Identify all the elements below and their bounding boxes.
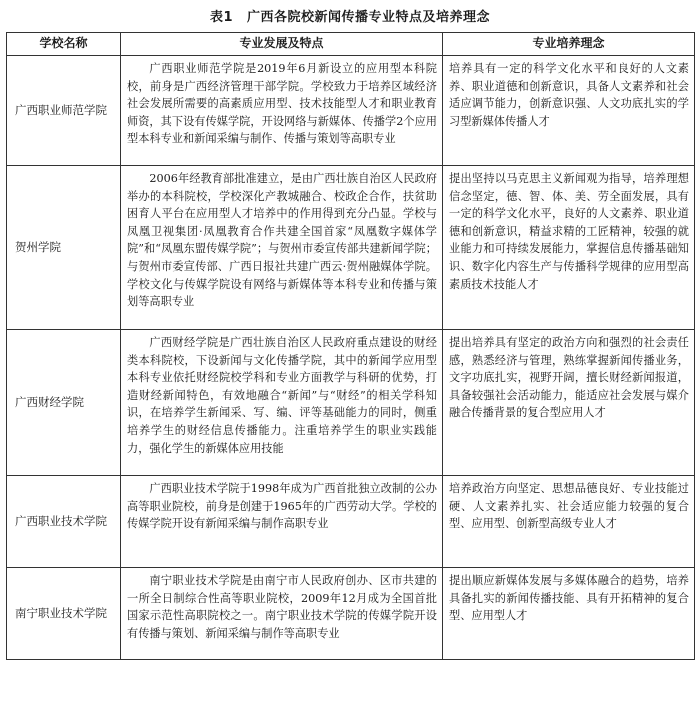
features-cell: 南宁职业技术学院是由南宁市人民政府创办、区市共建的一所全日制综合性高等职业院校，2009年12月成为全国首批国家示范性高职院校之一。南宁职业技术学院的传媒学院开设有传播与策划、新闻采编与制作等高职专业 — [121, 568, 443, 660]
table-number: 表1 — [209, 10, 234, 25]
table-row — [7, 476, 695, 568]
aims-cell: 培养具有一定的科学文化水平和良好的人文素养、职业道德和创新意识，具备人文素养和社会适应调节能力，创新意识强、人文功底扎实的学习型新媒体传播人才 — [443, 56, 695, 166]
school-comparison-table — [6, 32, 695, 660]
aims-cell: 提出坚持以马克思主义新闻观为指导，培养理想信念坚定，德、智、体、美、劳全面发展，具有一定的科学文化水平，良好的人文素养、职业道德和创新意识，精益求精的工匠精神，较强的就业能力和可持续发展能力，掌握信息传播基础知识、数字化内容生产与传播科学规律的应用型高素质技术技能人才 — [443, 166, 695, 330]
table-row — [7, 330, 695, 476]
table-row — [7, 568, 695, 660]
header-school: 学校名称 — [7, 33, 121, 56]
school-name: 南宁职业技术学院 — [7, 568, 121, 660]
header-aims: 专业培养理念 — [443, 33, 695, 56]
school-name: 广西职业师范学院 — [7, 56, 121, 166]
table-row — [7, 56, 695, 166]
table-row — [7, 166, 695, 330]
school-name: 广西财经学院 — [7, 330, 121, 476]
table-header-row — [7, 33, 695, 56]
aims-cell: 提出培养具有坚定的政治方向和强烈的社会责任感，熟悉经济与管理，熟练掌握新闻传播业务，文字功底扎实，视野开阔，擅长财经新闻报道，具备较强社会活动能力，能适应社会发展与媒介融合传播背景的复合型应用人才 — [443, 330, 695, 476]
aims-cell: 培养政治方向坚定、思想品德良好、专业技能过硬、人文素养扎实、社会适应能力较强的复合型、应用型、创新型高级专业人才 — [443, 476, 695, 568]
header-features: 专业发展及特点 — [121, 33, 443, 56]
features-cell: 广西职业技术学院于1998年成为广西首批独立改制的公办高等职业院校，前身是创建于1965年的广西劳动大学。学校的传媒学院开设有新闻采编与制作高职专业 — [121, 476, 443, 568]
table-title: 广西各院校新闻传播专业特点及培养理念 — [247, 10, 491, 25]
features-cell: 2006年经教育部批准建立，是由广西壮族自治区人民政府举办的本科院校，学校深化产教城融合、校政企合作，扶贫助困育人平台在应用型人才培养中的作用得到充分凸显。学校与凤凰卫视集团·凤凰教育合作共建全国首家“凤凰数字媒体学院”和“凤凰东盟传媒学院”；与贺州市委宣传部共建新闻学院；与贺州市委宣传部、广西日报社共建广西云·贺州融媒体学院。学校文化与传媒学院设有网络与新媒体等本科专业和传播与策划等高职专业 — [121, 166, 443, 330]
aims-cell: 提出顺应新媒体发展与多媒体融合的趋势，培养具备扎实的新闻传播技能、具有开拓精神的复合型、应用型人才 — [443, 568, 695, 660]
features-cell: 广西财经学院是广西壮族自治区人民政府重点建设的财经类本科院校，下设新闻与文化传播学院，其中的新闻学应用型本科专业依托财经院校学科和专业方面教学与科研的优势，打造财经新闻特色，有效地融合“新闻”与“财经”的相关学科知识，在培养学生新闻采、写、编、评等基础能力的同时，侧重培养学生的财经信息传播能力。注重培养学生的职业实践能力，强化学生的新媒体应用技能 — [121, 330, 443, 476]
features-cell: 广西职业师范学院是2019年6月新设立的应用型本科院校，前身是广西经济管理干部学院。学校致力于培养区域经济社会发展所需要的高素质应用型、技术技能型人才和职业教育师资，其下设有传媒学院，开设网络与新媒体、传播学2个应用型本科专业和新闻采编与制作、传播与策划等高职专业 — [121, 56, 443, 166]
table-caption — [0, 6, 700, 25]
school-name: 广西职业技术学院 — [7, 476, 121, 568]
school-name: 贺州学院 — [7, 166, 121, 330]
